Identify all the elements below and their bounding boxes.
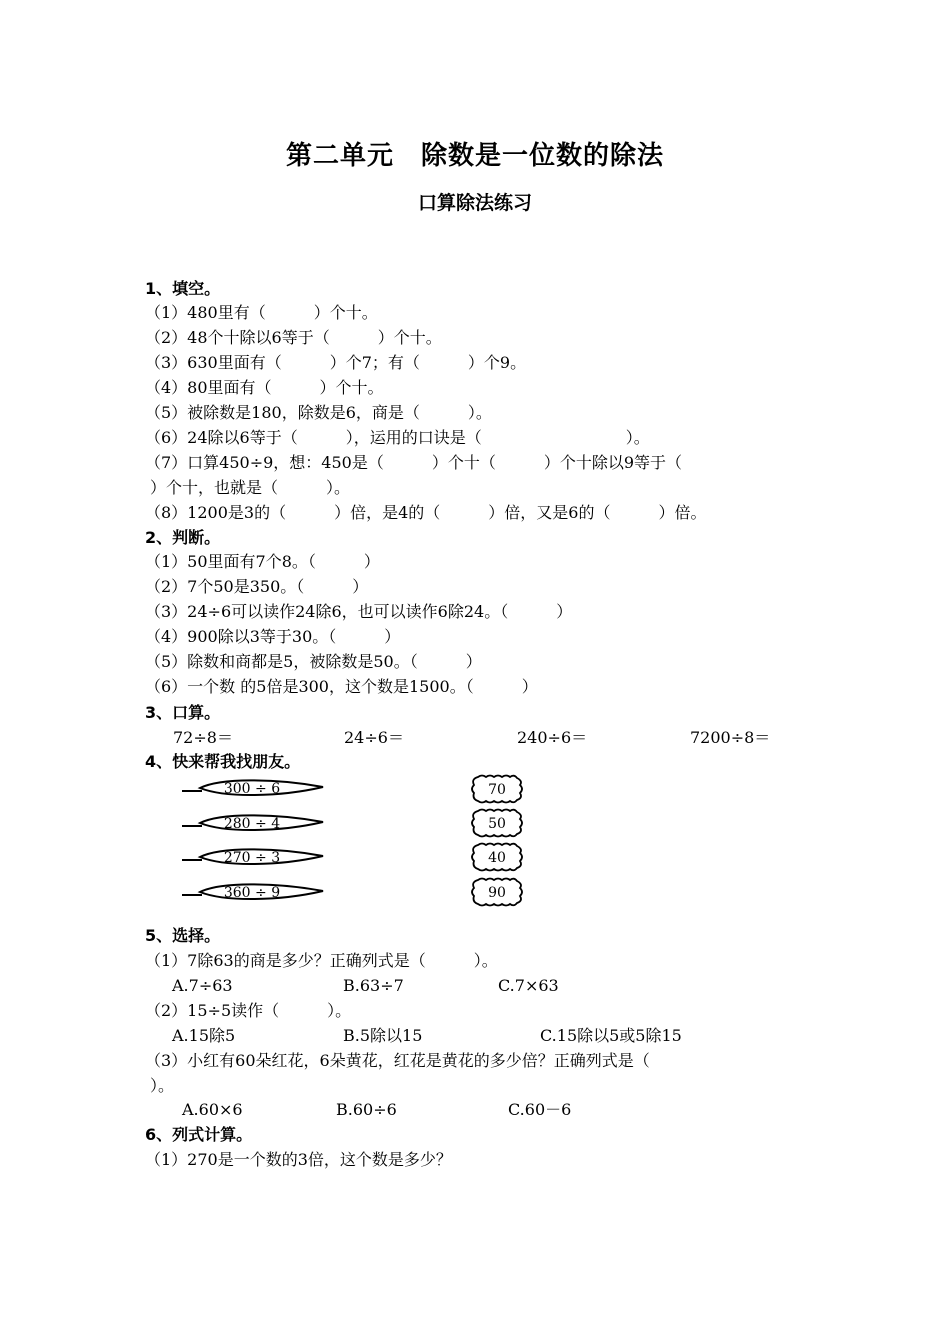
s2-item-1: （1）50里面有7个8。（ ） [145, 552, 380, 571]
s5-question-3-cont: ）。 [150, 1076, 175, 1095]
s2-item-5: （5）除数和商都是5，被除数是50。（ ） [145, 652, 482, 671]
flower-card-3 [468, 841, 526, 873]
leaf-expression-4: 360 ÷ 9 [223, 885, 281, 901]
flower-number-1: 70 [488, 782, 506, 798]
page-title: 第二单元 除数是一位数的除法 [285, 141, 664, 171]
section-6-heading: 6、列式计算。 [145, 1125, 253, 1144]
section-3-heading: 3、口算。 [145, 703, 221, 722]
s2-item-2: （2）7个50是350。（ ） [145, 577, 369, 596]
s1-item-5: （5）被除数是180，除数是6，商是（ ）。 [145, 403, 492, 422]
flower-card-4 [468, 876, 526, 908]
s3-problem-2: 24÷6＝ [344, 728, 404, 747]
s5-q3-option-c: C.60－6 [508, 1100, 572, 1119]
s1-item-8: （8）1200是3的（ ）倍，是4的（ ）倍，又是6的（ ）倍。 [145, 503, 707, 522]
section-4-heading: 4、快来帮我找朋友。 [145, 752, 301, 771]
s6-question-1: （1）270是一个数的3倍，这个数是多少？ [145, 1150, 452, 1169]
s5-q1-option-b: B.63÷7 [343, 976, 404, 995]
s2-item-3: （3）24÷6可以读作24除6，也可以读作6除24。（ ） [145, 602, 573, 621]
section-5-heading: 5、选择。 [145, 926, 221, 945]
s5-q3-option-b: B.60÷6 [336, 1100, 397, 1119]
leaf-expression-3: 270 ÷ 3 [223, 850, 281, 866]
s1-item-4: （4）80里面有（ ）个十。 [145, 378, 384, 397]
s5-q2-option-c: C.15除以5或5除15 [540, 1026, 682, 1045]
s3-problem-1: 72÷8＝ [173, 728, 233, 747]
s3-problem-4: 7200÷8＝ [690, 728, 771, 747]
s5-question-2: （2）15÷5读作（ ）。 [145, 1001, 352, 1020]
s1-item-6: （6）24除以6等于（ ），运用的口诀是（ ）。 [145, 428, 650, 447]
s1-item-3: （3）630里面有（ ）个7；有（ ）个9。 [145, 353, 527, 372]
s5-q1-option-c: C.7×63 [498, 976, 559, 995]
s1-item-1: （1）480里有（ ）个十。 [145, 303, 378, 322]
flower-card-1 [468, 773, 526, 805]
s1-item-7: （7）口算450÷9，想：450是（ ）个十（ ）个十除以9等于（ [145, 453, 683, 472]
leaf-card-4 [180, 879, 330, 905]
s5-q2-option-a: A.15除5 [172, 1026, 236, 1045]
section-1-heading: 1、填空。 [145, 279, 221, 298]
leaf-card-3 [180, 844, 330, 870]
s5-q3-option-a: A.60×6 [182, 1100, 243, 1119]
flower-number-3: 40 [488, 850, 506, 866]
s3-problem-3: 240÷6＝ [517, 728, 588, 747]
s5-question-1: （1）7除63的商是多少？正确列式是（ ）。 [145, 951, 498, 970]
s5-q2-option-b: B.5除以15 [343, 1026, 423, 1045]
s2-item-6: （6）一个数 的5倍是300，这个数是1500。（ ） [145, 677, 538, 696]
leaf-card-2 [180, 810, 330, 836]
flower-number-4: 90 [488, 885, 506, 901]
flower-number-2: 50 [488, 816, 506, 832]
leaf-expression-1: 300 ÷ 6 [223, 781, 281, 797]
leaf-card-1 [180, 775, 330, 801]
s2-item-4: （4）900除以3等于30。（ ） [145, 627, 401, 646]
section-2-heading: 2、判断。 [145, 528, 221, 547]
flower-card-2 [468, 807, 526, 839]
s5-q1-option-a: A.7÷63 [172, 976, 233, 995]
s5-question-3: （3）小红有60朵红花，6朵黄花，红花是黄花的多少倍？正确列式是（ [145, 1051, 650, 1070]
page-subtitle: 口算除法练习 [417, 192, 532, 214]
leaf-expression-2: 280 ÷ 4 [223, 816, 281, 832]
s1-item-2: （2）48个十除以6等于（ ）个十。 [145, 328, 442, 347]
s1-item-7-cont: ）个十，也就是（ ）。 [150, 478, 351, 497]
